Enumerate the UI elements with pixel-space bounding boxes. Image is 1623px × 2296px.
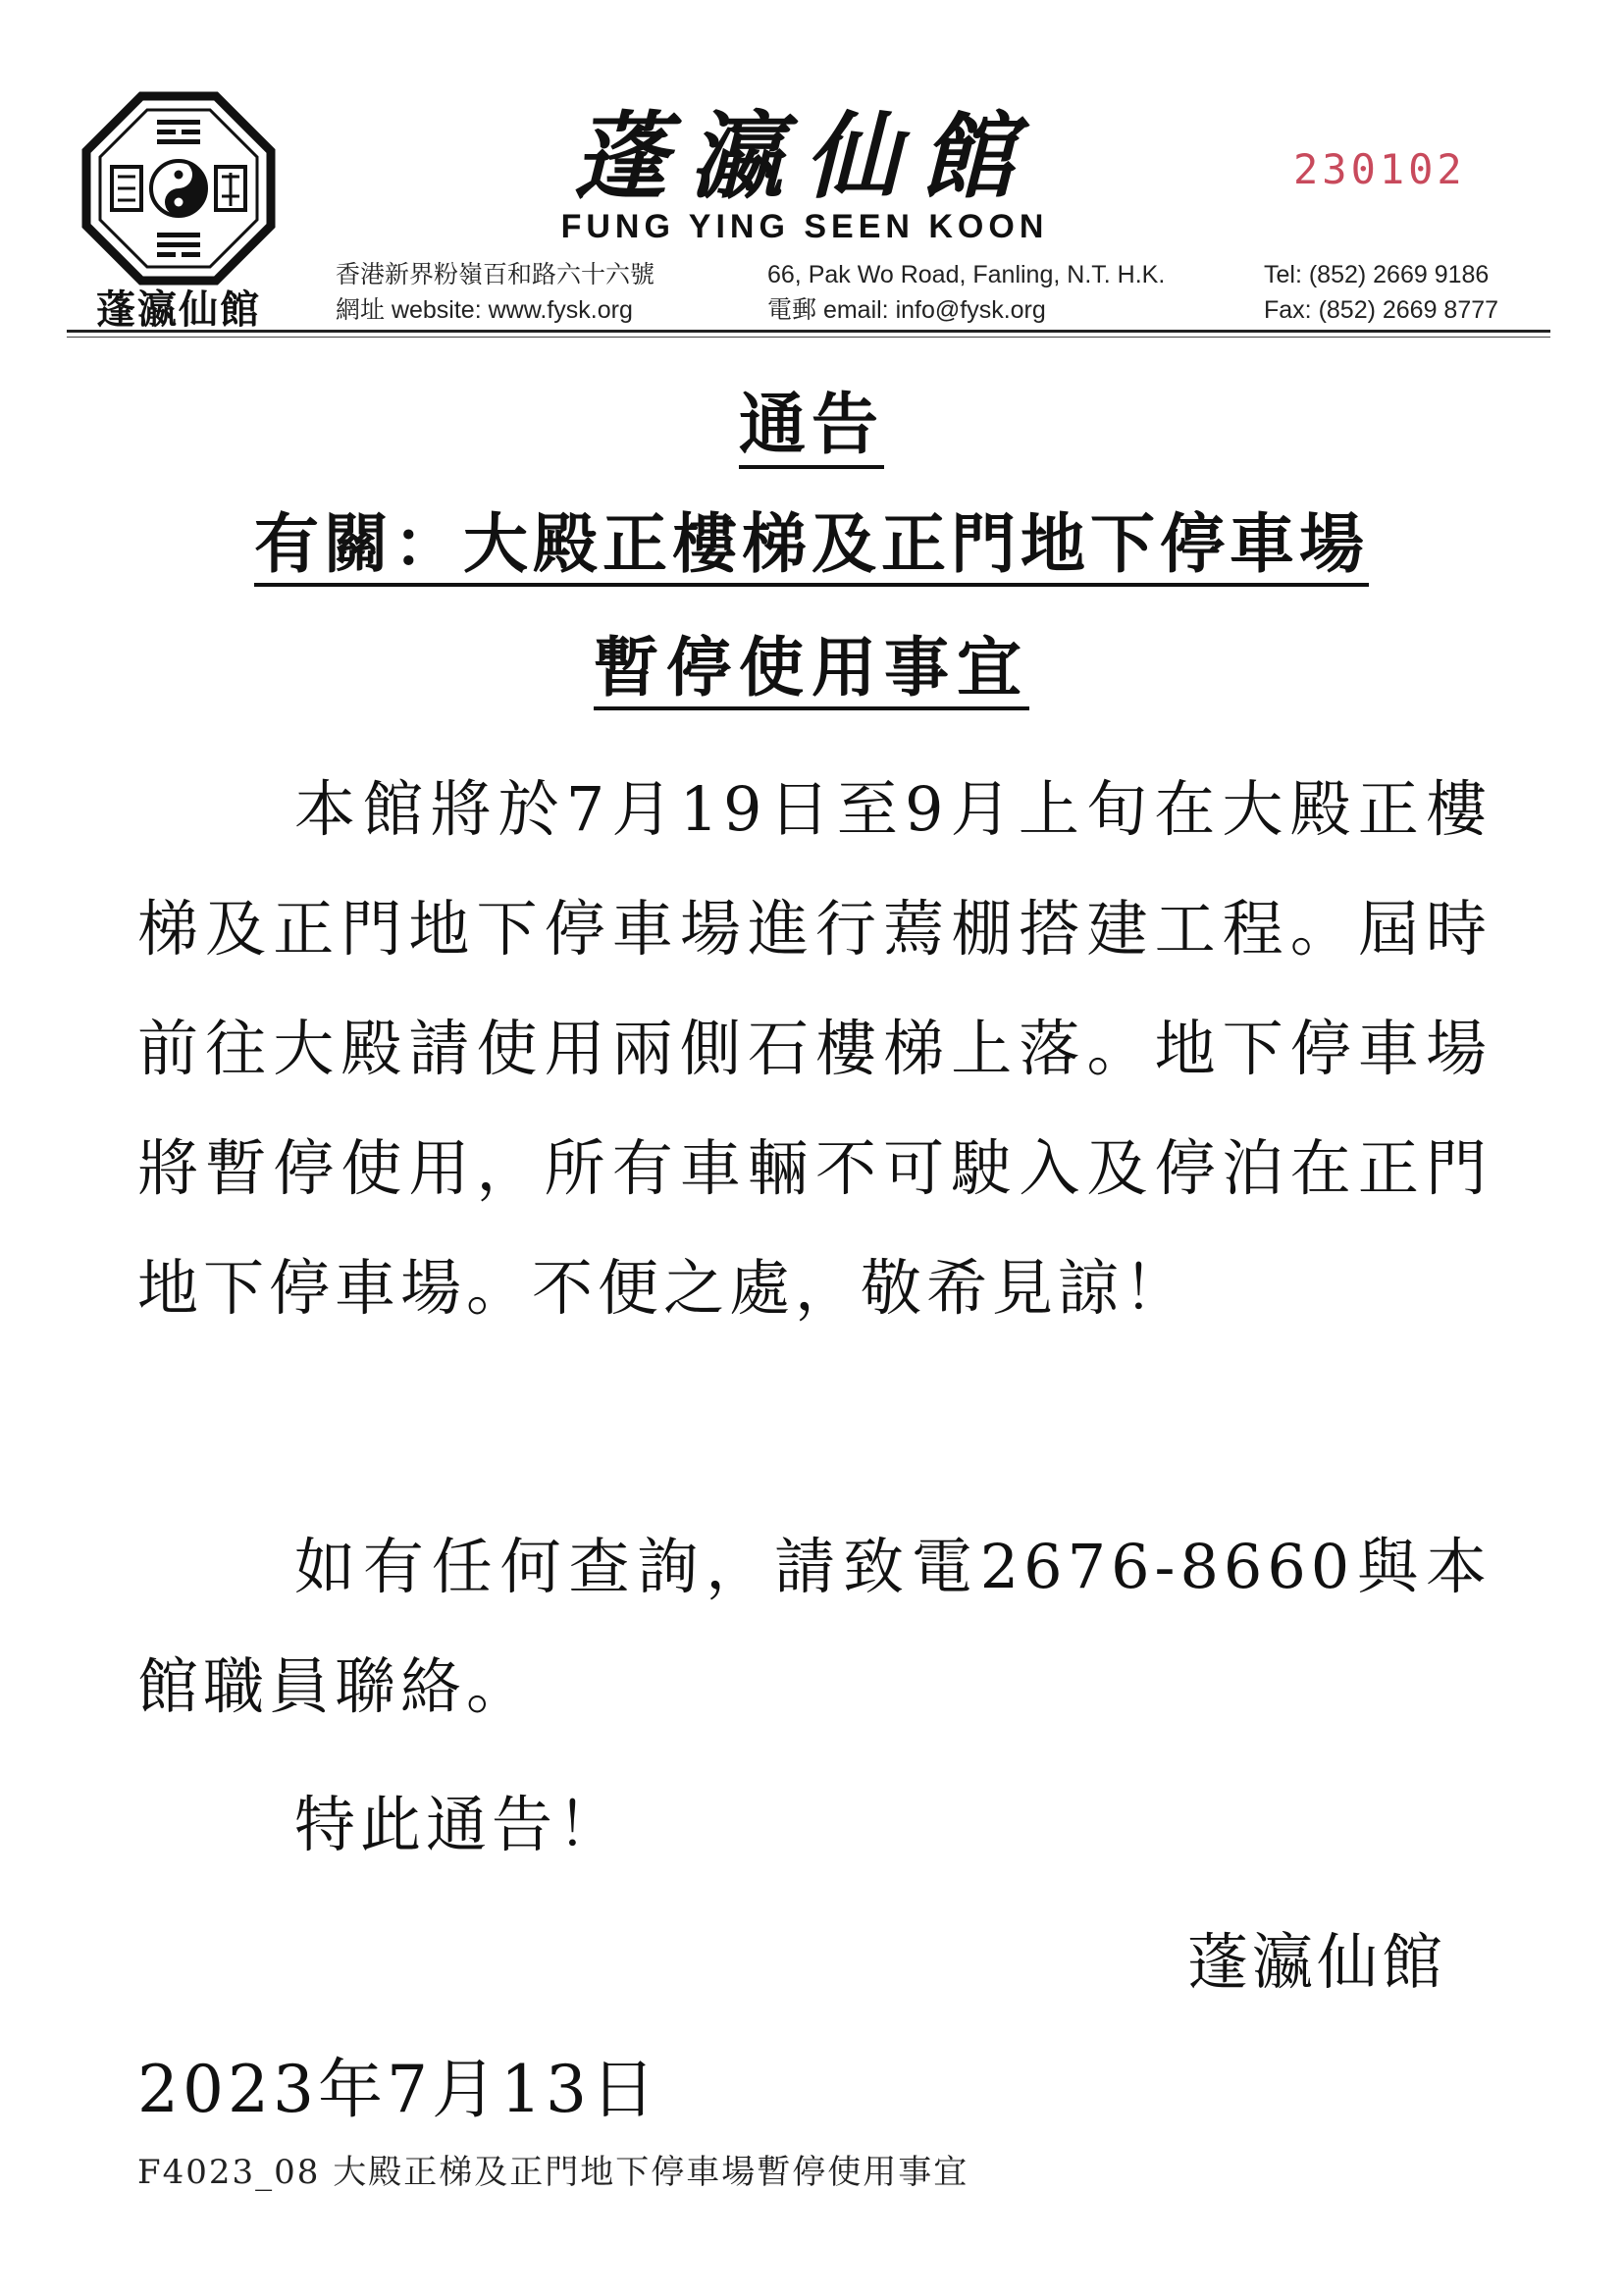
notice-paragraph-1: 本館將於7月19日至9月上旬在大殿正樓梯及正門地下停車場進行蔫棚搭建工程。屆時前往大殿請使用兩側石樓梯上落。地下停車場將暫停使用，所有車輛不可駛入及停泊在正門地下停車場。不便之處，敬希見諒！ [137,773,1492,1324]
closing-text: 特此通告！ [294,1789,624,1860]
subject-line-2: 暫停使用事宜 [594,636,1029,710]
contact-address-zh [336,257,654,328]
fax: Fax: (852) 2669 8777 [1264,296,1499,324]
document-reference: F4023_08 大殿正梯及正門地下停車場暫停使用事宜 [137,2153,969,2192]
reference-stamp: 230102 [1293,145,1466,193]
subject-row-1 [0,506,1623,587]
notice-title-row [0,387,1623,469]
notice-title: 通告 [739,392,884,469]
email: 電郵 email: info@fysk.org [767,296,1046,324]
contact-phone [1264,257,1498,328]
header-divider [67,330,1550,333]
address-english: 66, Pak Wo Road, Fanling, N.T. H.K. [767,261,1166,288]
telephone: Tel: (852) 2669 9186 [1264,261,1490,288]
bagua-yin-yang-icon [80,90,277,287]
logo-caption: 蓬瀛仙館 [96,287,261,333]
brand-name-chinese: 蓬瀛仙館 [573,101,1036,212]
notice-date: 2023年7月13日 [137,2052,659,2127]
logo [80,90,277,336]
header-divider-thin [67,337,1550,338]
website: 網址 website: www.fysk.org [336,296,633,324]
notice-paragraph-2: 如有任何查詢，請致電2676-8660與本館職員聯絡。 [137,1531,1492,1722]
subject-line-1: 有關：大殿正樓梯及正門地下停車場 [254,512,1369,587]
subject-row-2 [0,630,1623,710]
brand-name-english: FUNG YING SEEN KOON [560,208,1049,245]
address-chinese: 香港新界粉嶺百和路六十六號 [336,261,655,288]
contact-address-en [767,257,1165,328]
signature: 蓬瀛仙館 [1187,1926,1447,1998]
